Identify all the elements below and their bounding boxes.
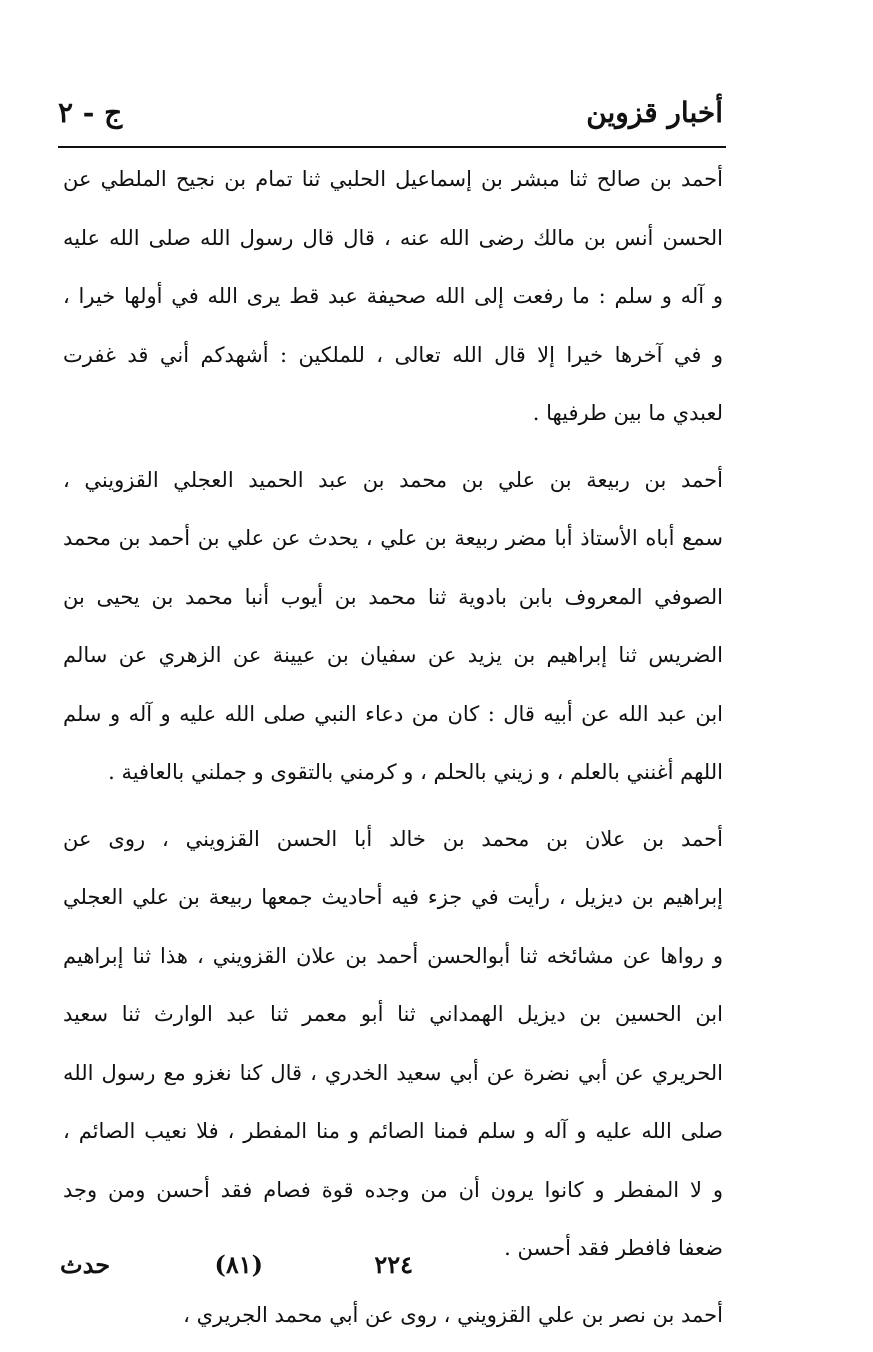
text-line: الحريري عن أبي نضرة عن أبي سعيد الخدري ، قال كنا نغزو مع رسول الله [63, 1060, 723, 1085]
text-line: أحمد بن ربيعة بن علي بن محمد بن عبد الحميد العجلي القزويني ، [63, 467, 723, 492]
text-line: أحمد بن نصر بن علي القزويني ، روى عن أبي محمد الجريري ، [183, 1302, 723, 1327]
volume-number: ج - ٢ [58, 96, 123, 129]
text-line: سمع أباه الأستاذ أبا مضر ربيعة بن علي ، يحدث عن علي بن أحمد بن محمد [63, 526, 723, 550]
text-line: ابن الحسين بن ديزيل الهمداني ثنا أبو معمر ثنا عبد الوارث ثنا سعيد [63, 1002, 723, 1026]
catchword: حدث [60, 1250, 111, 1279]
text-line: أحمد بن علان بن محمد بن خالد أبا الحسن القزويني ، روى عن [63, 826, 723, 851]
paragraph-1 [63, 150, 723, 443]
paragraph-3 [63, 810, 723, 1278]
book-title: أخبار قزوين [586, 96, 723, 129]
header-divider [58, 146, 726, 148]
text-line: أحمد بن صالح ثنا مبشر بن إسماعيل الحلبي ثنا تمام بن نجيح الملطي عن [63, 167, 723, 191]
text-line: صلى الله عليه و آله و سلم فمنا الصائم و منا المفطر ، فلا نعيب الصائم ، [63, 1119, 723, 1143]
text-line: الحسن أنس بن مالك رضى الله عنه ، قال قال رسول الله صلى الله عليه [63, 225, 723, 250]
text-line: ابن عبد الله عن أبيه قال : كان من دعاء النبي صلى الله عليه و آله و سلم [63, 701, 723, 726]
page-footer [60, 1250, 413, 1290]
text-line: إبراهيم بن ديزيل ، رأيت في جزء فيه أحاديث جمعها ربيعة بن علي العجلي [63, 885, 723, 909]
page-body [63, 150, 723, 1352]
text-line: و في آخرها خيرا إلا قال الله تعالى ، للملكين : أشهدكم أني قد غفرت [63, 342, 723, 367]
page-number: ٢٢٤ [374, 1250, 413, 1279]
sheet-number: (٨١) [214, 1250, 263, 1279]
text-line: و رواها عن مشائخه ثنا أبوالحسن أحمد بن علان القزويني ، هذا ثنا إبراهيم [63, 943, 723, 968]
text-line: ضعفا فافطر فقد أحسن . [504, 1236, 723, 1260]
text-line: الصوفي المعروف بابن بادوية ثنا محمد بن أيوب أنبا محمد بن يحيى بن [63, 584, 723, 609]
running-header [58, 96, 723, 142]
paragraph-4 [63, 1286, 723, 1345]
paragraph-2 [63, 451, 723, 802]
text-line: الضريس ثنا إبراهيم بن يزيد عن سفيان بن عيينة عن الزهري عن سالم [63, 643, 723, 667]
text-line: اللهم أغنني بالعلم ، و زيني بالحلم ، و كرمني بالتقوى و جملني بالعافية . [108, 760, 723, 784]
text-line: و لا المفطر و كانوا يرون أن من وجده قوة فصام فقد أحسن ومن وجد [63, 1177, 723, 1202]
text-line: لعبدي ما بين طرفيها . [532, 401, 723, 425]
text-line: و آله و سلم : ما رفعت إلى الله صحيفة عبد قط يرى الله في أولها خيرا ، [63, 284, 723, 308]
